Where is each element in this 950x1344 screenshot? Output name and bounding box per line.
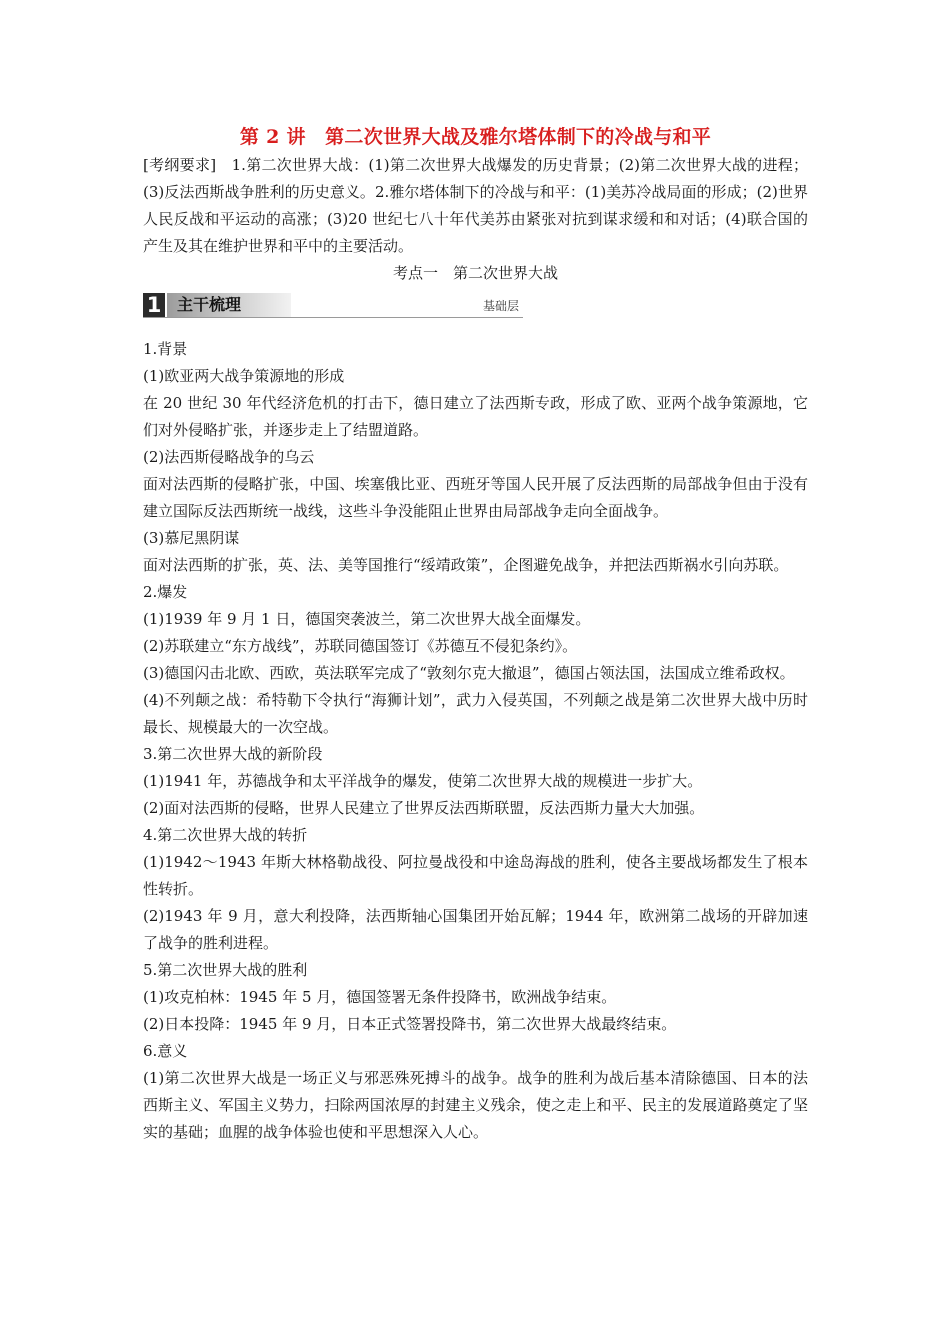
paragraph: (4)不列颠之战：希特勒下令执行“海狮计划”，武力入侵英国，不列颠之战是第二次世界大战中历时最长、规模最大的一次空战。 bbox=[143, 691, 808, 736]
section-heading: 考点一 第二次世界大战 bbox=[392, 264, 558, 282]
paragraph: 1.背景 bbox=[143, 340, 188, 358]
paragraph: (1)1942～1943 年斯大林格勒战役、阿拉曼战役和中途岛海战的胜利，使各主要战场都发生了根本性转折。 bbox=[143, 853, 808, 898]
paragraph: (3)德国闪击北欧、西欧，英法联军完成了“敦刻尔克大撤退”，德国占领法国，法国成立维希政权。 bbox=[143, 664, 795, 682]
paragraph: (3)慕尼黑阴谋 bbox=[143, 529, 240, 547]
paragraph: 6.意义 bbox=[143, 1042, 188, 1060]
paragraph: (1)攻克柏林：1945 年 5 月，德国签署无条件投降书，欧洲战争结束。 bbox=[143, 988, 617, 1006]
paragraph: (1)第二次世界大战是一场正义与邪恶殊死搏斗的战争。战争的胜利为战后基本清除德国、日本的法西斯主义、军国主义势力，扫除两国浓厚的封建主义残余，使之走上和平、民主的发展道路奠定了坚实的基础；血腥的战争体验也使和平思想深入人心。 bbox=[143, 1069, 808, 1141]
paragraph: (2)法西斯侵略战争的乌云 bbox=[143, 448, 315, 466]
paragraph: 面对法西斯的扩张，英、法、美等国推行“绥靖政策”，企图避免战争，并把法西斯祸水引向苏联。 bbox=[143, 556, 789, 574]
banner-label: 主干梳理 bbox=[167, 293, 291, 317]
page-title: 第 2 讲 第二次世界大战及雅尔塔体制下的冷战与和平 bbox=[239, 126, 712, 148]
paragraph: (2)日本投降：1945 年 9 月，日本正式签署投降书，第二次世界大战最终结束。 bbox=[143, 1015, 677, 1033]
banner-number: 1 bbox=[143, 293, 165, 317]
banner-level: 基础层 bbox=[482, 299, 519, 313]
paragraph: (1)1941 年，苏德战争和太平洋战争的爆发，使第二次世界大战的规模进一步扩大。 bbox=[143, 772, 703, 790]
paragraph: (2)苏联建立“东方战线”，苏联同德国签订《苏德互不侵犯条约》。 bbox=[143, 637, 578, 655]
document-page bbox=[143, 124, 808, 1146]
section-banner bbox=[143, 293, 523, 318]
paragraph: 面对法西斯的侵略扩张，中国、埃塞俄比亚、西班牙等国人民开展了反法西斯的局部战争但由于没有建立国际反法西斯统一战线，这些斗争没能阻止世界由局部战争走向全面战争。 bbox=[143, 475, 808, 520]
paragraph: 4.第二次世界大战的转折 bbox=[143, 826, 308, 844]
paragraph: 5.第二次世界大战的胜利 bbox=[143, 961, 308, 979]
paragraph: (2)面对法西斯的侵略，世界人民建立了世界反法西斯联盟，反法西斯力量大大加强。 bbox=[143, 799, 705, 817]
paragraph: (1)1939 年 9 月 1 日，德国突袭波兰，第二次世界大战全面爆发。 bbox=[143, 610, 591, 628]
paragraph: 3.第二次世界大战的新阶段 bbox=[143, 745, 323, 763]
syllabus-requirements: [考纲要求] 1.第二次世界大战：(1)第二次世界大战爆发的历史背景；(2)第二次世界大战的进程；(3)反法西斯战争胜利的历史意义。2.雅尔塔体制下的冷战与和平：(1)美苏冷战局面的形成；(2)世界人民反战和平运动的高涨；(3)20 世纪七八十年代美苏由紧张对抗到谋求缓和和对话；(4)联合国的产生及其在维护世界和平中的主要活动。 bbox=[143, 156, 808, 255]
paragraph: (1)欧亚两大战争策源地的形成 bbox=[143, 367, 345, 385]
paragraph: 2.爆发 bbox=[143, 583, 188, 601]
content-body bbox=[143, 336, 808, 1146]
paragraph: (2)1943 年 9 月，意大利投降，法西斯轴心国集团开始瓦解；1944 年，欧洲第二战场的开辟加速了战争的胜利进程。 bbox=[143, 907, 808, 952]
paragraph: 在 20 世纪 30 年代经济危机的打击下，德日建立了法西斯专政，形成了欧、亚两个战争策源地，它们对外侵略扩张，并逐步走上了结盟道路。 bbox=[143, 394, 808, 439]
